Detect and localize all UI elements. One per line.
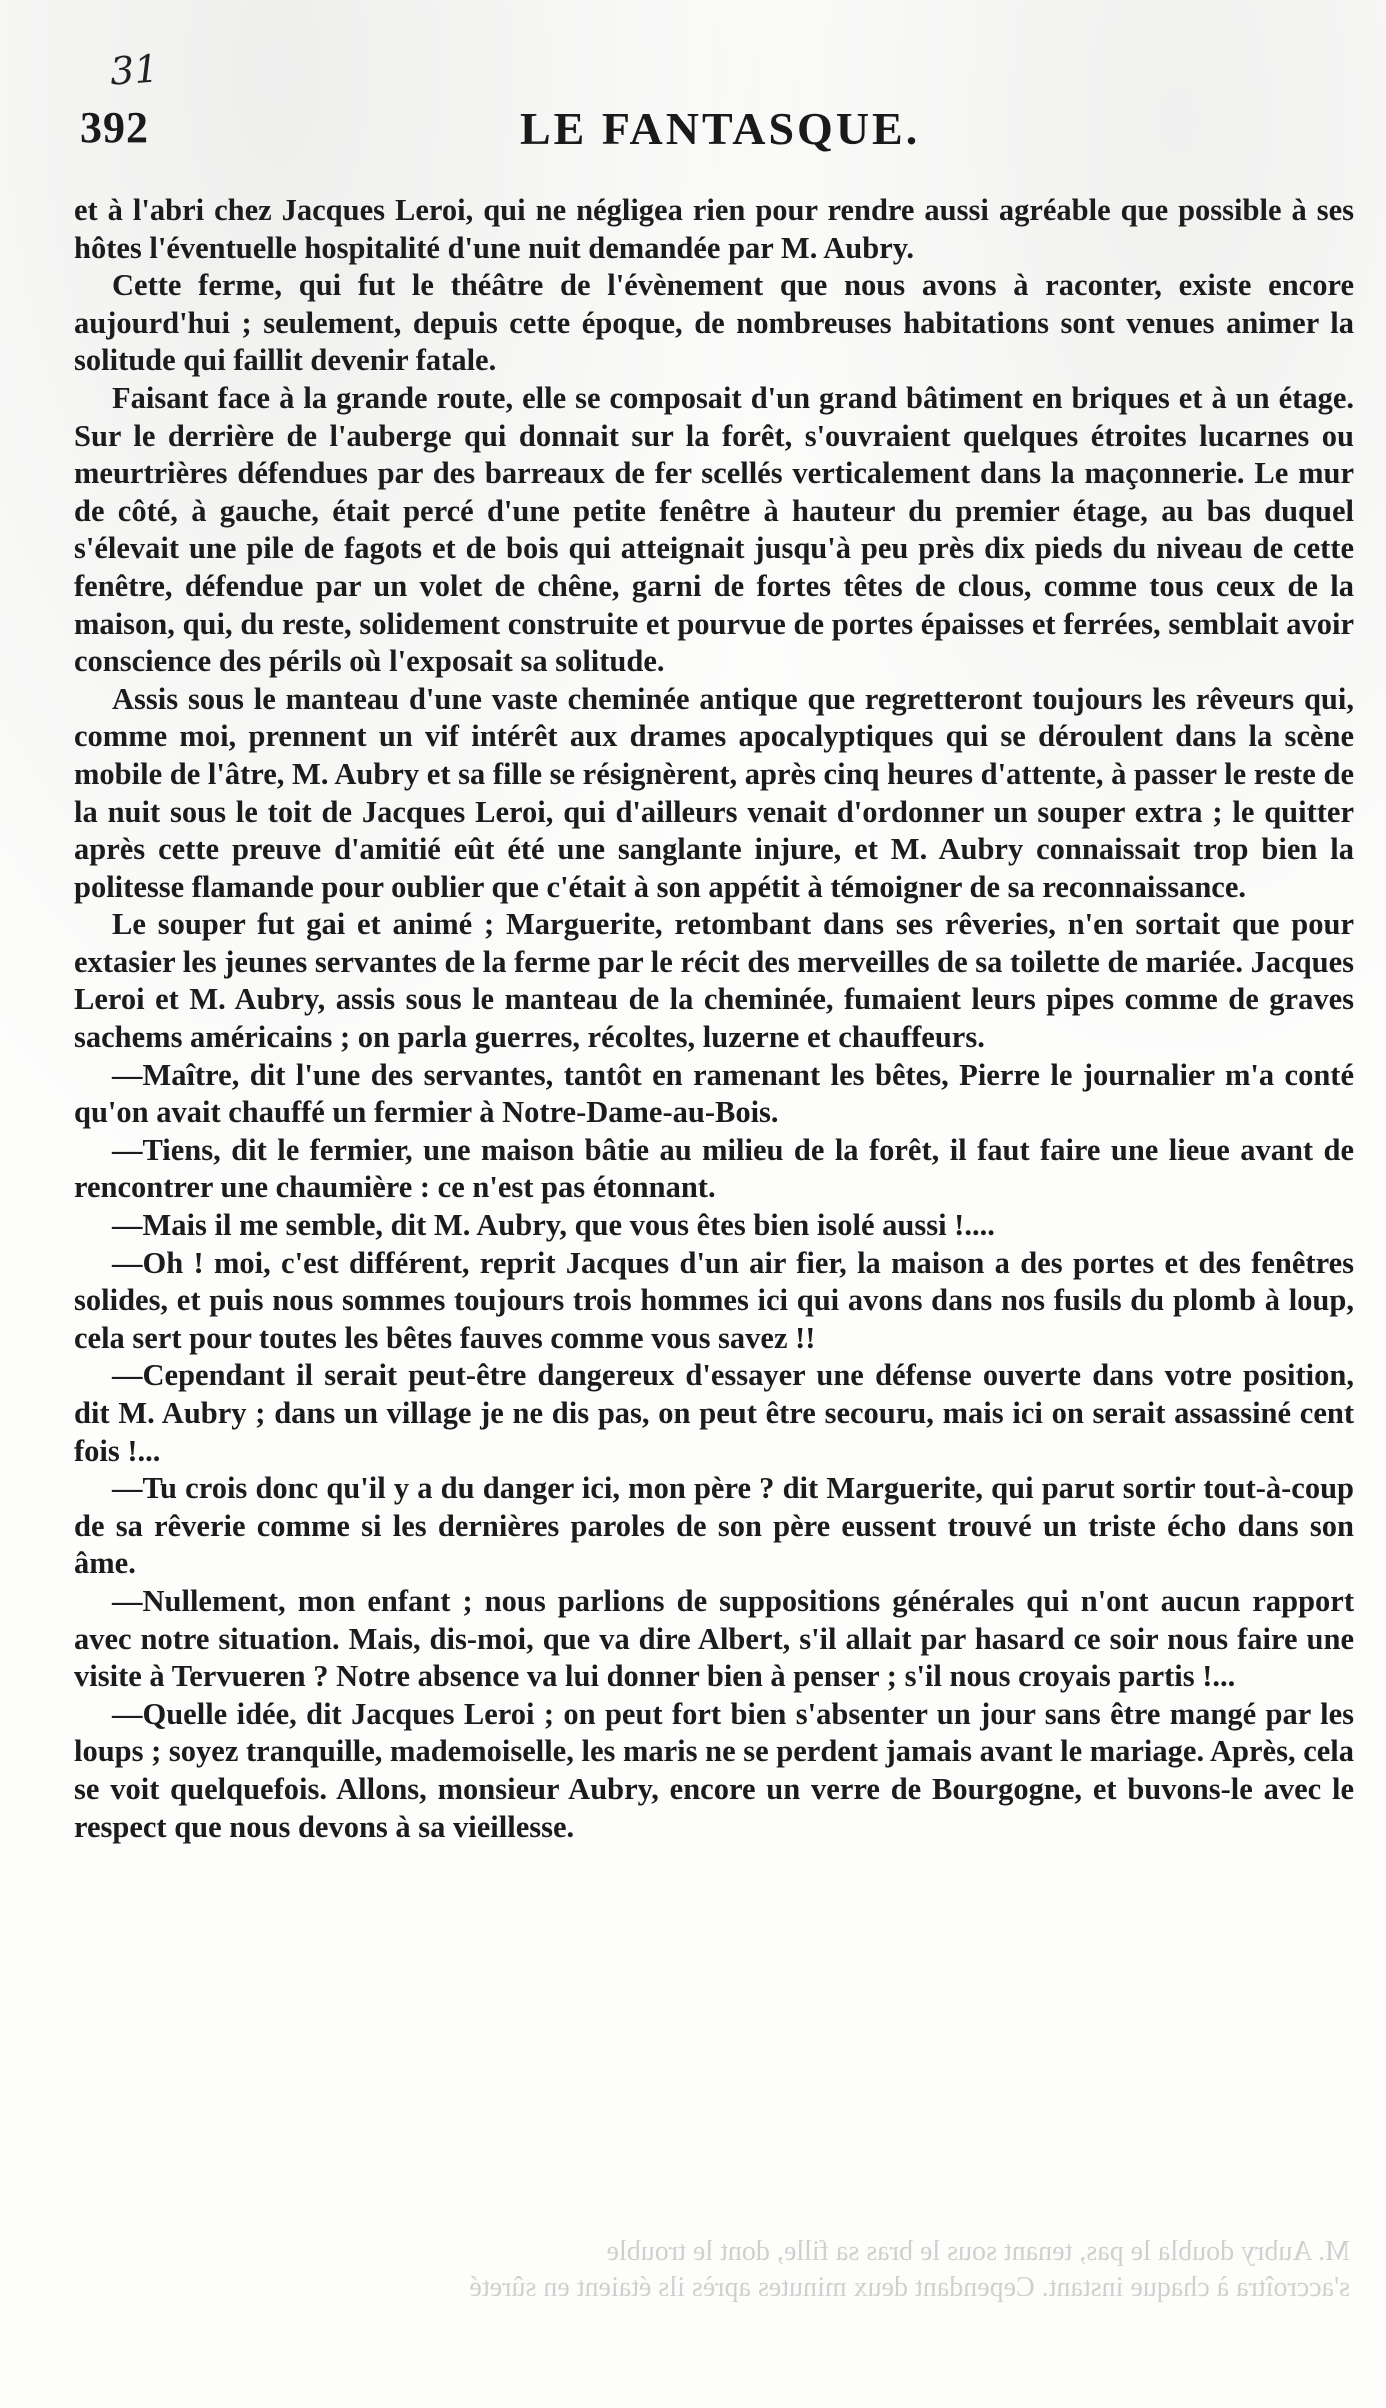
body-text [74,192,1354,1846]
paragraph: —Mais il me semble, dit M. Aubry, que vous êtes bien isolé aussi !.... [112,1208,995,1243]
paragraph: —Tiens, dit le fermier, une maison bâtie au milieu de la forêt, il faut faire une lieue avant de rencontrer une chaumière : ce n'est pas étonnant. [74,1132,1354,1205]
paragraph: —Tu crois donc qu'il y a du danger ici, mon père ? dit Marguerite, qui parut sortir tout-à-coup de sa rêverie comme si les dernières paroles de son père eussent trouvé un triste écho dans son âme. [74,1471,1354,1581]
bleedthrough-line: s'accroîtra à chaque instant. Cependant deux minutes après ils étaient en sûreté [469,2272,1350,2303]
page-number: 392 [80,103,149,152]
bleedthrough-line: M. Aubry doubla le pas, tenant sous le bras sa fille, dont le trouble [606,2236,1350,2267]
paragraph: et à l'abri chez Jacques Leroi, qui ne négligea rien pour rendre aussi agréable que possible à ses hôtes l'éventuelle hospitalité d'une nuit demandée par M. Aubry. [74,193,1354,265]
paragraph: —Oh ! moi, c'est différent, reprit Jacques d'un air fier, la maison a des portes et des fenêtres solides, et puis nous sommes toujours trois hommes ici qui avons dans nos fusils du plomb à loup, cela sert pour toutes les bêtes fauves comme vous savez !! [74,1245,1354,1355]
page-header [80,102,1350,162]
paragraph: Cette ferme, qui fut le théâtre de l'évènement que nous avons à raconter, existe encore aujourd'hui ; seulement, depuis cette époque, de nombreuses habitations sont venues animer la solitude qui faillit devenir fatale. [74,268,1354,378]
paragraph: Faisant face à la grande route, elle se composait d'un grand bâtiment en briques et à un étage. Sur le derrière de l'auberge qui donnait sur la forêt, s'ouvraient quelques étroites lucarnes ou meurtrières défendues par des barreaux de fer scellés verticalement dans la maçonnerie. Le mur de côté, à gauche, était percé d'une petite fenêtre à hauteur du premier étage, au bas duquel s'élevait une pile de fagots et de bois qui atteignait jusqu'à peu près dix pieds du niveau de cette fenêtre, défendue par un volet de chêne, garni de fortes têtes de clous, comme tous ceux de la maison, qui, du reste, solidement construite et pourvue de portes épaisses et ferrées, semblait avoir conscience des périls où l'exposait sa solitude. [74,380,1354,679]
handwritten-folio-number: 31 [108,46,160,94]
paragraph: —Quelle idée, dit Jacques Leroi ; on peut fort bien s'absenter un jour sans être mangé par les loups ; soyez tranquille, mademoiselle, les maris ne se perdent jamais avant le mariage. Après, cela se voit quelquefois. Allons, monsieur Aubry, encore un verre de Bourgogne, et buvons-le avec le respect que nous devons à sa vieillesse. [74,1696,1354,1844]
running-title: LE FANTASQUE. [520,103,921,154]
paragraph: —Maître, dit l'une des servantes, tantôt en ramenant les bêtes, Pierre le journalier m'a conté qu'on avait chauffé un fermier à Notre-Dame-au-Bois. [74,1057,1354,1130]
paragraph: —Cependant il serait peut-être dangereux d'essayer une défense ouverte dans votre position, dit M. Aubry ; dans un village je ne dis pas, on peut être secouru, mais ici on serait assassiné cent fois !... [74,1358,1354,1468]
paragraph: Assis sous le manteau d'une vaste cheminée antique que regretteront toujours les rêveurs qui, comme moi, prennent un vif intérêt aux drames apocalyptiques qui se déroulent dans la scène mobile de l'âtre, M. Aubry et sa fille se résignèrent, après cinq heures d'attente, à passer le reste de la nuit sous le toit de Jacques Leroi, qui d'ailleurs venait d'ordonner un souper extra ; le quitter après cette preuve d'amitié eût été une sanglante injure, et M. Aubry connaissait trop bien la politesse flamande pour oublier que c'était à son appétit à témoigner de sa reconnaissance. [74,681,1354,904]
paragraph: Le souper fut gai et animé ; Marguerite, retombant dans ses rêveries, n'en sortait que pour extasier les jeunes servantes de la ferme par le récit des merveilles de sa toilette de mariée. Jacques Leroi et M. Aubry, assis sous le manteau de la cheminée, fumaient leurs pipes comme de graves sachems américains ; on parla guerres, récoltes, luzerne et chauffeurs. [74,907,1354,1055]
paragraph: —Nullement, mon enfant ; nous parlions de suppositions générales qui n'ont aucun rapport avec notre situation. Mais, dis-moi, que va dire Albert, s'il allait par hasard ce soir nous faire une visite à Tervueren ? Notre absence va lui donner bien à penser ; s'il nous croyais partis !... [74,1583,1354,1694]
